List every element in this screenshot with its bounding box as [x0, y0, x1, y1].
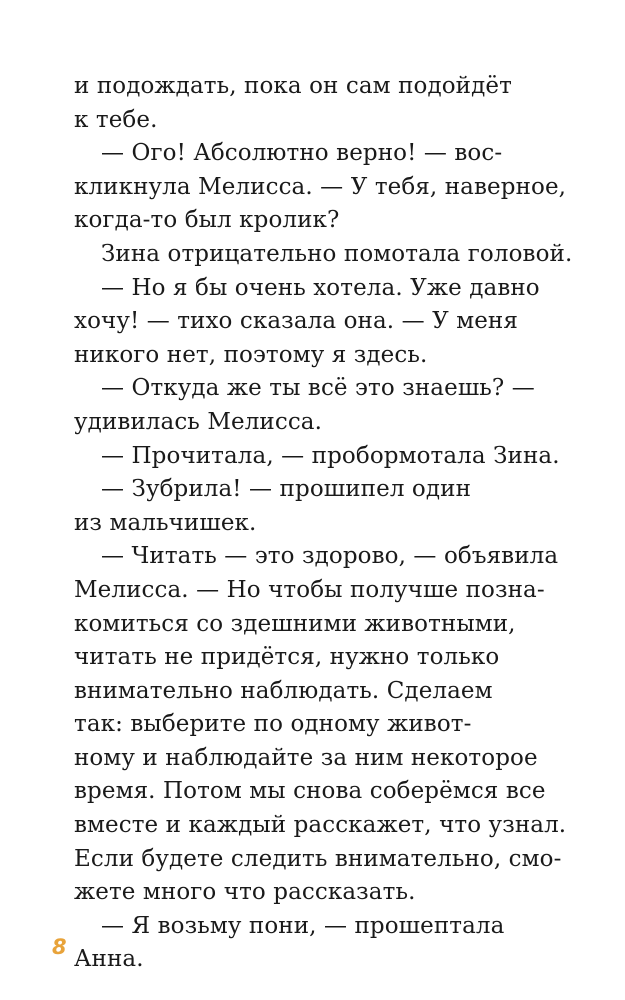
text-line: — Читать — это здорово, — объявила [101, 543, 559, 570]
text-line: комиться со здешними животными, [74, 610, 516, 637]
text-line: жете много что рассказать. [74, 879, 416, 906]
text-line: — Прочитала, — пробормотала Зина. [101, 442, 560, 469]
text-line: — Ого! Абсолютно верно! — вос- [101, 140, 503, 167]
text-line: хочу! — тихо сказала она. — У меня [74, 308, 518, 335]
text-line: удивилась Мелисса. [74, 408, 323, 435]
text-line: из мальчишек. [74, 509, 257, 536]
text-line: Мелисса. — Но чтобы получше позна- [74, 576, 545, 603]
text-line: — Откуда же ты всё это знаешь? — [101, 375, 535, 402]
text-line: никого нет, поэтому я здесь. [74, 341, 428, 368]
text-line: вместе и каждый расскажет, что узнал. [74, 812, 567, 839]
text-line: Зина отрицательно помотала головой. [101, 240, 573, 267]
text-line: когда-то был кролик? [74, 207, 340, 234]
body-text [74, 70, 573, 977]
text-line: кликнула Мелисса. — У тебя, наверное, [74, 173, 567, 200]
text-line: — Я возьму пони, — прошептала [101, 912, 505, 939]
text-line: к тебе. [74, 106, 158, 133]
page-number: 8 [52, 935, 67, 959]
text-line: читать не придётся, нужно только [74, 644, 500, 671]
text-line: Анна. [74, 946, 144, 973]
text-line: — Но я бы очень хотела. Уже давно [101, 274, 540, 301]
text-line: ному и наблюдайте за ним некоторое [74, 744, 538, 771]
text-line: так: выберите по одному живот- [74, 711, 472, 738]
text-line: внимательно наблюдать. Сделаем [74, 677, 493, 704]
text-line: — Зубрила! — прошипел один [101, 476, 472, 503]
text-line: время. Потом мы снова соберёмся все [74, 778, 546, 805]
text-line: Если будете следить внимательно, смо- [74, 845, 562, 872]
text-line: и подождать, пока он сам подойдёт [74, 73, 512, 99]
